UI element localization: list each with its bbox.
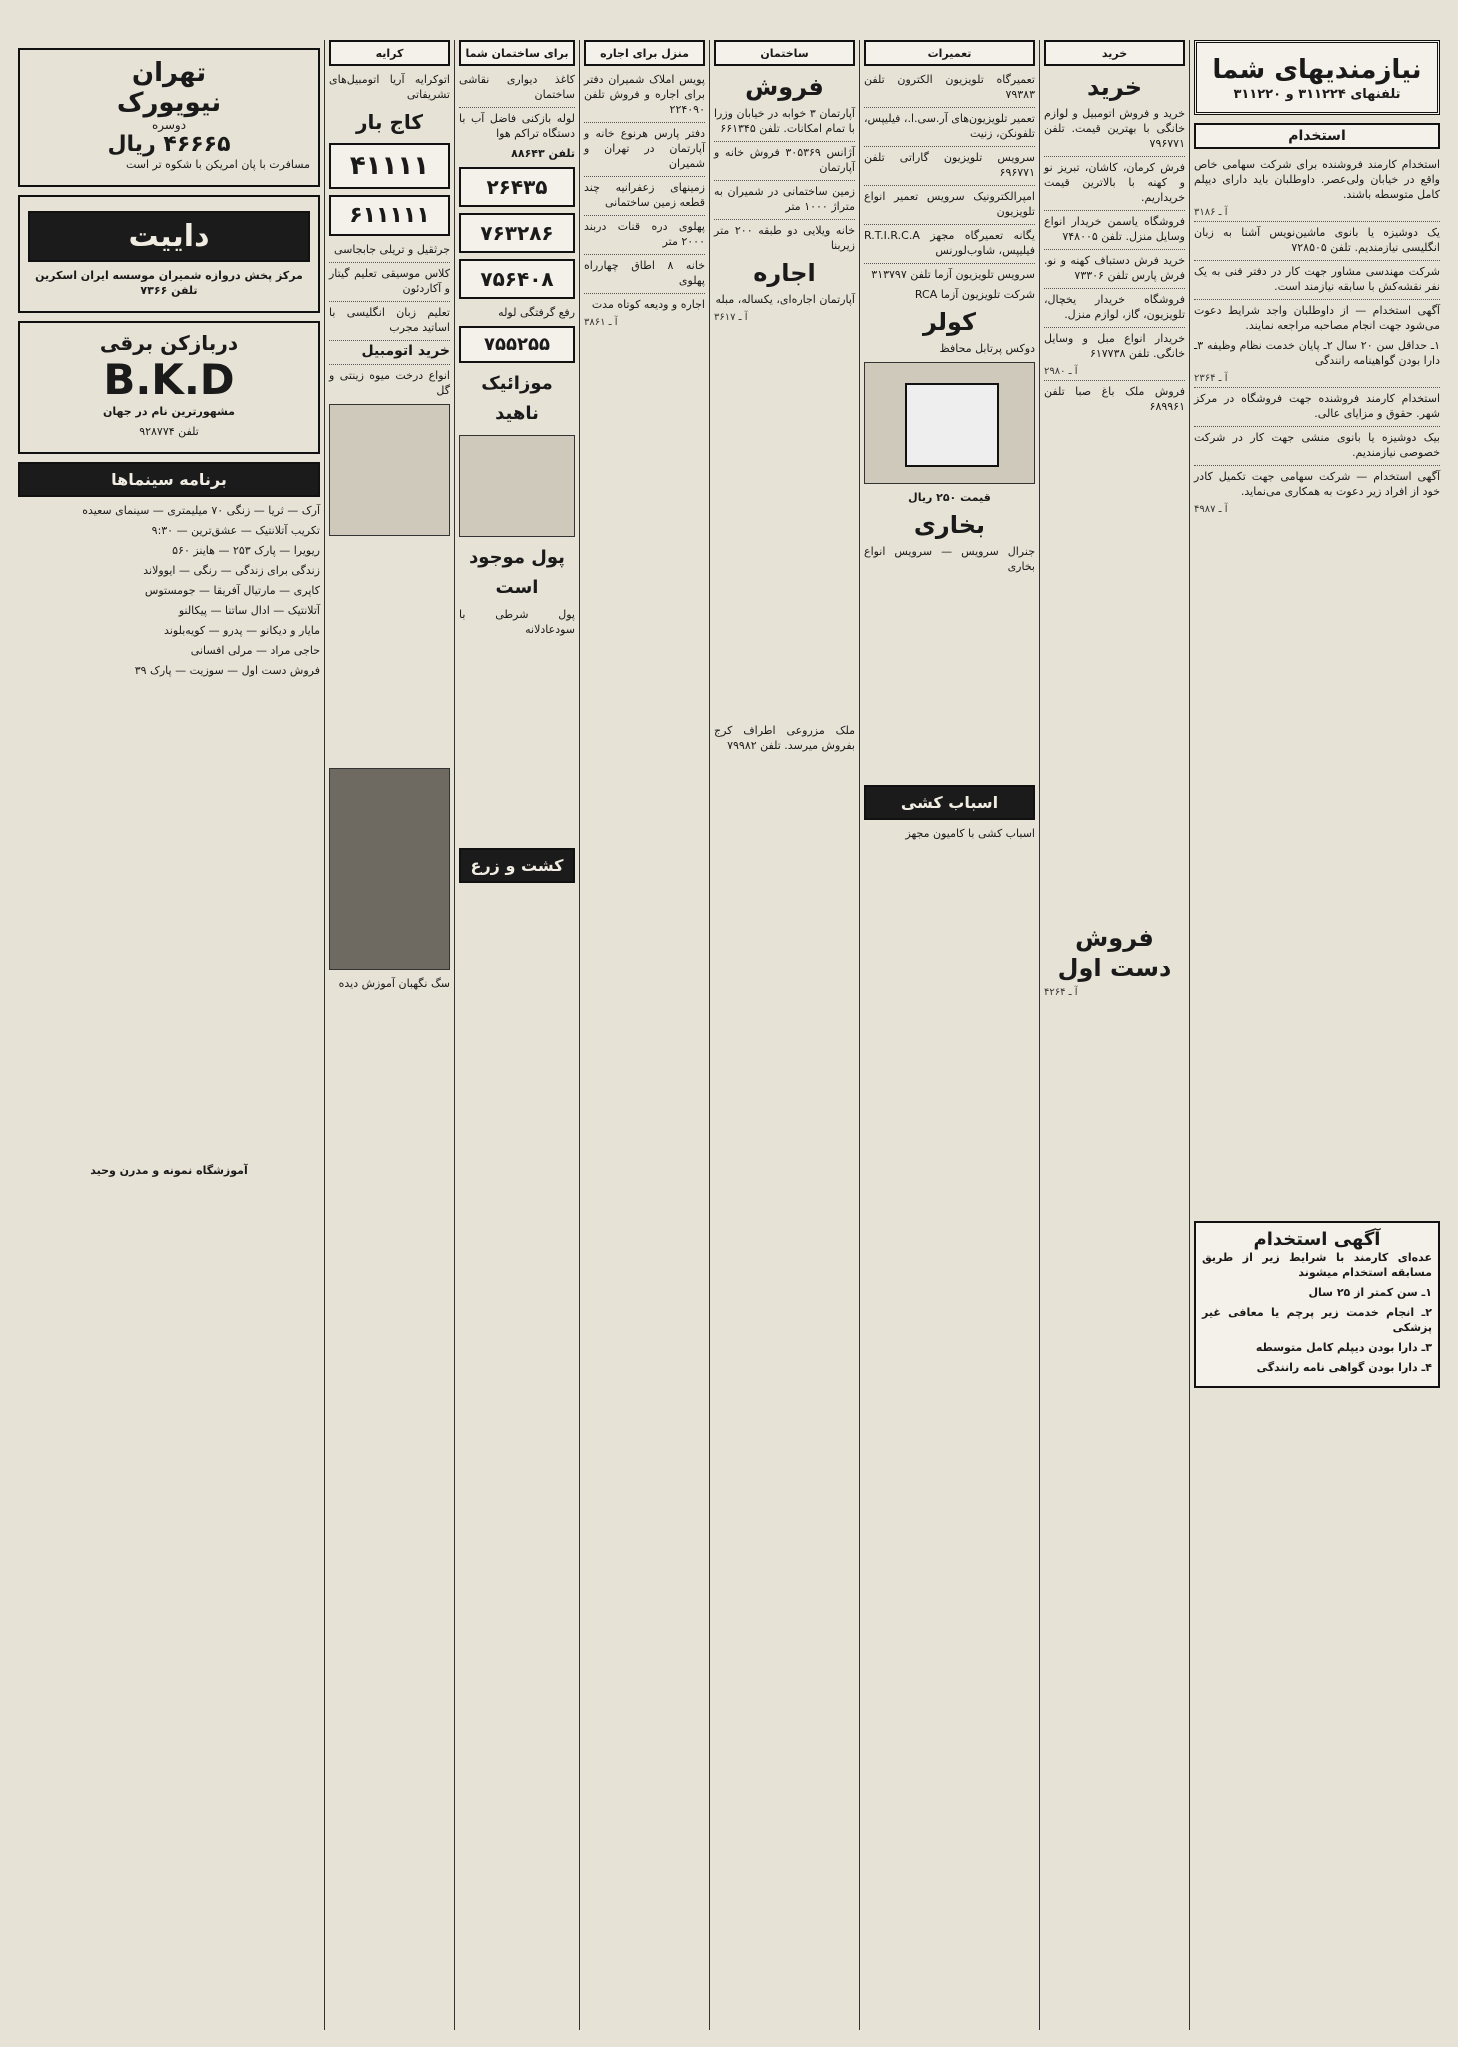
cinema-listing: زندگی برای زندگی — رنگی — ایوولاند xyxy=(143,564,320,577)
destination-newyork: نیویورک xyxy=(116,88,222,118)
section-title: تعمیرات xyxy=(927,46,972,60)
cinema-listing: ریویرا — پارک ۲۵۳ — هاینز ۵۶۰ xyxy=(172,544,320,557)
classified-ad: خانه ۸ اطاق چهارراه پهلوی xyxy=(584,259,706,287)
ad-reference: آ ـ ۴۹۸۷ xyxy=(1194,504,1228,515)
classified-ad: زمینهای زعفرانیه چند قطعه زمین ساختمانی xyxy=(584,181,705,209)
masthead-title: نیازمندیهای شما xyxy=(1212,55,1422,85)
fare-note: دوسره xyxy=(151,118,187,132)
notice-item: ۱ـ سن کمتر از ۲۵ سال xyxy=(1308,1286,1432,1299)
ad-reference: آ ـ ۳۸۶۱ xyxy=(584,317,618,328)
notice-subtitle: عده‌ای کارمند با شرایط زیر از طریق مسابقه استخدام میشوند xyxy=(1202,1251,1432,1279)
divider xyxy=(329,340,450,341)
ad-reference: آ ـ ۴۲۶۴ xyxy=(1044,987,1078,998)
big-headline: کولر xyxy=(923,308,976,336)
classified-ad: یگانه تعمیرگاه مجهز R.T.I.R.C.A فیلیپس، شاوب‌لورنس xyxy=(864,229,1035,257)
divider xyxy=(714,219,855,220)
divider xyxy=(864,224,1035,225)
section-title: ساختمان xyxy=(760,46,809,60)
phone-box: ۷۵۵۲۵۵ xyxy=(459,326,575,363)
destination-tehran: تهران xyxy=(131,58,207,88)
divider xyxy=(1194,465,1440,466)
bkd-title: دربازکن برقی xyxy=(99,331,239,355)
classified-ad: آگهی استخدام — از داوطلبان واجد شرایط دعوت می‌شود جهت انجام مصاحبه مراجعه نمایند. xyxy=(1194,304,1440,332)
fare-price: ۴۶۶۶۵ ریال xyxy=(107,132,231,157)
divider xyxy=(714,180,855,181)
classified-ad: جرثقیل و تریلی جابجاسی xyxy=(334,243,450,256)
column-buy xyxy=(1039,40,1189,2030)
notice-title: آگهی استخدام xyxy=(1253,1229,1381,1250)
section-banner: کشت و زرع xyxy=(459,848,575,883)
column-airline-cinema xyxy=(14,40,324,2030)
classified-ad: کلاس موسیقی تعلیم گیتار و آکاردئون xyxy=(329,267,450,295)
ad-reference: آ ـ ۳۶۱۷ xyxy=(714,312,748,323)
cinema-listing: آرک — ثریا — زنگی ۷۰ میلیمتری — سینمای سعیده xyxy=(82,504,320,517)
classified-ad: یک دوشیزه یا بانوی ماشین‌نویس آشنا به زبان انگلیسی نیازمندیم. تلفن ۷۲۸۵۰۵ xyxy=(1194,226,1440,254)
big-headline: فروش دست اول xyxy=(1057,924,1172,982)
classified-ad: ملک مزروعی اطراف کرج بفروش میرسد. تلفن ۷۹۹۸۲ xyxy=(714,724,855,752)
classified-ad: دفتر پارس هرنوع خانه و آپارتمان در تهران و شمیران xyxy=(584,127,705,170)
big-headline: بخاری xyxy=(913,511,986,539)
classified-ad: تعمیرگاه تلویزیون الکترون تلفن ۷۹۳۸۳ xyxy=(864,73,1035,101)
classified-ad: انواع درخت میوه زینتی و گل xyxy=(329,369,450,397)
classified-ad: استخدام کارمند فروشنده جهت فروشگاه در مرکز شهر. حقوق و مزایای عالی. xyxy=(1194,392,1440,420)
classified-ad: تعلیم زبان انگلیسی با اساتید مجرب xyxy=(329,306,450,334)
section-header-construction xyxy=(459,40,575,66)
divider xyxy=(329,301,450,302)
classified-ad: خریدار انواع مبل و وسایل خانگی. تلفن ۶۱۷۷۳۸ xyxy=(1044,332,1185,360)
classifieds-masthead xyxy=(1194,40,1440,115)
classified-ad: آپارتمان اجاره‌ای، یکساله، مبله xyxy=(715,293,855,306)
classified-ad: اسباب کشی با کامیون مجهز xyxy=(905,827,1035,840)
classified-ad: سگ نگهبان آموزش دیده xyxy=(338,977,450,990)
section-title: منزل برای اجاره xyxy=(600,46,689,60)
classified-ad: اجاره و ودیعه کوتاه مدت xyxy=(591,298,705,311)
classified-ad: خانه ویلایی دو طبقه ۲۰۰ متر زیربنا xyxy=(714,224,855,252)
dog-photo xyxy=(329,768,450,970)
divider xyxy=(459,107,575,108)
classified-ad: شرکت مهندسی مشاور جهت کار در دفتر فنی به یک نفر نقشه‌کش با سابقه نیازمند است. xyxy=(1194,265,1440,293)
divider xyxy=(1044,156,1185,157)
classified-ad: خرید و فروش اتومبیل و لوازم خانگی با بهترین قیمت. تلفن ۷۹۶۷۷۱ xyxy=(1044,107,1185,150)
classified-ad: فروش ملک باغ صبا تلفن ۶۸۹۹۶۱ xyxy=(1044,385,1185,413)
cinema-listing: مایار و دیکانو — پدرو — کویه‌بلوند xyxy=(164,624,320,637)
column-repairs xyxy=(859,40,1039,2030)
phone-box: ۲۶۴۳۵ xyxy=(459,167,575,207)
tile-illustration xyxy=(459,435,575,537)
classified-ad: جنرال سرویس — سرویس انواع بخاری xyxy=(864,545,1035,573)
cinema-listing: فروش دست اول — سوزیت — پارک ۳۹ xyxy=(134,664,320,677)
divider xyxy=(1194,260,1440,261)
bkd-phone: تلفن ۹۲۸۷۷۴ xyxy=(139,425,199,438)
classified-ad: سرویس تلویزیون گاراتی تلفن ۶۹۶۷۷۱ xyxy=(864,151,1035,179)
panam-ad xyxy=(18,48,320,187)
divider xyxy=(584,215,705,216)
big-headline: خرید xyxy=(1086,73,1143,101)
classified-ad: تعمیر تلویزیون‌های آر.سی.ا.، فیلیپس، تلفونکن، زنیت xyxy=(864,112,1035,140)
divider xyxy=(329,364,450,365)
newspaper-page xyxy=(14,40,1444,2030)
ad-reference: آ ـ ۲۹۸۰ xyxy=(1044,366,1078,377)
classified-ad: شرکت تلویزیون آزما RCA xyxy=(914,288,1035,301)
column-employment xyxy=(1189,40,1444,2030)
section-header-buy xyxy=(1044,40,1185,66)
classified-ad: آگهی استخدام — شرکت سهامی جهت تکمیل کادر خود از افراد زیر دعوت به همکاری می‌نماید. xyxy=(1194,470,1440,498)
bkd-logo: B.K.D xyxy=(103,355,235,404)
phone-box: ۷۵۶۴۰۸ xyxy=(459,259,575,299)
classified-ad: آپارتمان ۳ خوابه در خیابان وزرا با تمام امکانات. تلفن ۶۶۱۳۴۵ xyxy=(714,107,855,135)
bkd-subtitle: مشهورترین نام در جهان xyxy=(103,405,235,418)
classified-ad: ۱ـ حداقل سن ۲۰ سال ۲ـ پایان خدمت نظام وظیفه ۳ـ دارا بودن گواهینامه رانندگی xyxy=(1194,339,1440,367)
big-headline: فروش xyxy=(745,73,824,101)
divider xyxy=(329,262,450,263)
column-buildings xyxy=(709,40,859,2030)
classified-ad: خرید اتومبیل xyxy=(361,343,450,359)
divider xyxy=(584,293,705,294)
classified-ad: دوکس پرتابل محافظ xyxy=(939,342,1035,355)
classified-ad: رفع گرفتگی لوله xyxy=(498,306,575,319)
phone-box: ۴۱۱۱۱ xyxy=(329,143,450,189)
classified-ad: سرویس تلویزیون آزما تلفن ۳۱۳۷۹۷ xyxy=(871,268,1035,281)
ad-slogan: مسافرت با پان امریکن با شکوه تر است xyxy=(125,158,310,171)
classified-ad: فروشگاه خریدار یخچال، تلویزیون، گاز، لوازم منزل. xyxy=(1044,293,1185,321)
classified-ad: استخدام کارمند فروشنده برای شرکت سهامی خاص واقع در خیابان ولی‌عصر. داوطلبان باید دارای دیپلم کامل متوسطه باشند. xyxy=(1194,158,1440,201)
phone-number: تلفن ۸۸۶۴۳ xyxy=(511,147,575,160)
big-headline: پول موجود است xyxy=(469,547,565,598)
divider xyxy=(1194,221,1440,222)
section-header-rentals xyxy=(584,40,705,66)
divider xyxy=(584,176,705,177)
section-title: خرید xyxy=(1101,46,1128,60)
cooler-illustration xyxy=(864,362,1035,484)
notice-item: ۲ـ انجام خدمت زیر پرچم یا معافی غیر پزشکی xyxy=(1202,1306,1432,1334)
bird-illustration xyxy=(329,404,450,536)
section-label-employment: استخدام xyxy=(1194,123,1440,149)
bkd-ad xyxy=(18,321,320,454)
brand-text: مرکز پخش دروازه شمیران موسسه ایران اسکرین تلفن ۷۳۶۶ xyxy=(35,269,303,297)
divider xyxy=(864,146,1035,147)
classified-ad: آژانس ۳۰۵۳۶۹ فروش خانه و آپارتمان xyxy=(714,146,855,174)
brand-logo: داییت xyxy=(28,211,310,262)
divider xyxy=(1044,380,1185,381)
price-label: قیمت ۲۵۰ ریال xyxy=(908,491,991,504)
section-banner: اسباب کشی xyxy=(864,785,1035,820)
big-headline: کاج بار xyxy=(355,110,424,134)
notice-item: ۴ـ دارا بودن گواهی نامه رانندگی xyxy=(1256,1361,1432,1374)
section-header-repairs xyxy=(864,40,1035,66)
classified-ad: خرید فرش دستباف کهنه و نو. فرش پارس تلفن ۷۳۳۰۶ xyxy=(1044,254,1185,282)
notice-item: ۳ـ دارا بودن دیپلم کامل متوسطه xyxy=(1255,1341,1432,1354)
masthead-phones: تلفنهای ۳۱۱۲۲۴ و ۳۱۱۲۲۰ xyxy=(1233,87,1401,102)
cinema-listing: حاجی مراد — مرلی افسانی xyxy=(190,644,320,657)
phone-box: ۶۱۱۱۱۱ xyxy=(329,195,450,236)
divider xyxy=(864,263,1035,264)
divider xyxy=(1044,249,1185,250)
column-construction xyxy=(454,40,579,2030)
divider xyxy=(714,141,855,142)
classified-ad: پول شرطی با سودعادلانه xyxy=(459,608,575,636)
divider xyxy=(864,185,1035,186)
classified-ad: بیک دوشیزه یا بانوی منشی جهت کار در شرکت خصوصی نیازمندیم. xyxy=(1194,431,1440,459)
classified-ad: پهلوی دره قنات دربند ۲۰۰۰ متر xyxy=(584,220,705,248)
brand-ad xyxy=(18,195,320,313)
employment-notice-box xyxy=(1194,1221,1440,1388)
classified-ad: لوله بازکنی فاضل آب با دستگاه تراکم هوا xyxy=(459,112,575,140)
divider xyxy=(1044,210,1185,211)
column-rental-services xyxy=(324,40,454,2030)
divider xyxy=(584,122,705,123)
divider xyxy=(1194,387,1440,388)
classified-ad: اتوکرایه آریا اتومبیل‌های تشریفاتی xyxy=(329,73,450,101)
column-rentals xyxy=(579,40,709,2030)
section-header-buildings xyxy=(714,40,855,66)
classified-ad: فروشگاه یاسمن خریدار انواع وسایل منزل. تلفن ۷۴۸۰۰۵ xyxy=(1044,215,1185,243)
ad-reference: آ ـ ۲۳۶۴ xyxy=(1194,373,1228,384)
cinema-listing: تکریب آتلانتیک — عشق‌ترین — ۹:۳۰ xyxy=(151,524,320,537)
divider xyxy=(1194,426,1440,427)
divider xyxy=(1194,299,1440,300)
cinema-program-header: برنامه سینماها xyxy=(18,462,320,497)
divider xyxy=(864,107,1035,108)
classified-ad: زمین ساختمانی در شمیران به متراژ ۱۰۰۰ متر xyxy=(714,185,855,213)
section-title: کرایه xyxy=(375,46,404,60)
classified-ad: امپرالکترونیک سرویس تعمیر انواع تلویزیون xyxy=(864,190,1035,218)
section-header-rental xyxy=(329,40,450,66)
big-headline: موزائیک ناهید xyxy=(481,373,553,424)
classified-ad: فرش کرمان، کاشان، تبریز نو و کهنه با بالاترین قیمت خریداریم. xyxy=(1044,161,1185,204)
big-headline: اجاره xyxy=(753,259,816,287)
cinema-listing: آتلانتیک — ادال ساتنا — پیکالنو xyxy=(178,604,320,617)
section-title: برای ساختمان شما xyxy=(465,46,569,60)
phone-box: ۷۶۳۲۸۶ xyxy=(459,213,575,253)
cinema-listing: کاپری — مارتیال آفریقا — جومستوس xyxy=(144,584,320,597)
ad-reference: آ ـ ۳۱۸۶ xyxy=(1194,207,1228,218)
school-ad: آموزشگاه نمونه و مدرن وحید xyxy=(90,1164,248,1177)
divider xyxy=(1044,288,1185,289)
divider xyxy=(1044,327,1185,328)
divider xyxy=(584,254,705,255)
classified-ad: کاغذ دیواری نقاشی ساختمان xyxy=(459,73,575,101)
classified-ad: پویس املاک شمیران دفتر برای اجاره و فروش تلفن ۲۲۴۰۹۰ xyxy=(584,73,705,116)
